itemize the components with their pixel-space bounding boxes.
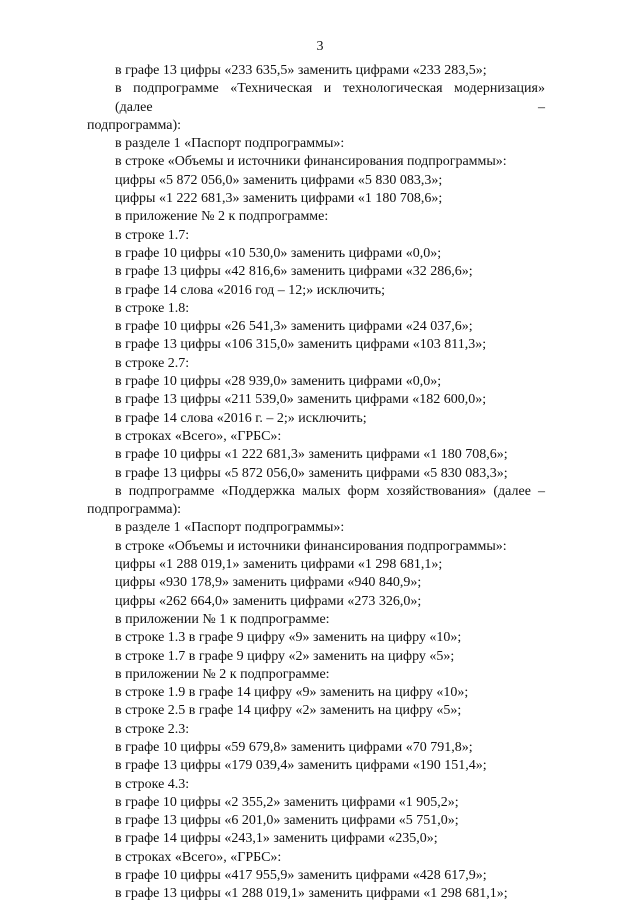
text-line: в графе 10 цифры «10 530,0» заменить цифрами «0,0»; xyxy=(115,245,442,261)
text-line: в графе 10 цифры «26 541,3» заменить цифрами «24 037,6»; xyxy=(115,319,473,335)
text-line: в графе 10 цифры «59 679,8» заменить цифрами «70 791,8»; xyxy=(115,739,473,755)
text-line: цифры «1 222 681,3» заменить цифрами «1 180 708,6»; xyxy=(115,191,443,207)
text-line: в строке 1.9 в графе 14 цифру «9» заменить на цифру «10»; xyxy=(115,685,469,701)
text-line: в строках «Всего», «ГРБС»: xyxy=(115,849,282,865)
text-line: в разделе 1 «Паспорт подпрограммы»: xyxy=(115,136,345,152)
text-line: в графе 13 цифры «106 315,0» заменить цифрами «103 811,3»; xyxy=(115,337,487,353)
text-line: в графе 10 цифры «1 222 681,3» заменить цифрами «1 180 708,6»; xyxy=(115,447,508,463)
text-line: в разделе 1 «Паспорт подпрограммы»: xyxy=(115,520,345,536)
text-line: в строке 4.3: xyxy=(115,776,190,792)
text-line: в подпрограмме «Техническая и технологическая модернизация» (далее – xyxy=(115,81,545,115)
text-line: в строке 2.7: xyxy=(115,355,190,371)
amendments-text xyxy=(87,62,545,904)
text-line: цифры «930 178,9» заменить цифрами «940 840,9»; xyxy=(115,575,422,591)
text-line: в графе 10 цифры «417 955,9» заменить цифрами «428 617,9»; xyxy=(115,868,487,884)
text-line: в графе 10 цифры «2 355,2» заменить цифрами «1 905,2»; xyxy=(115,794,459,810)
text-line: в графе 13 цифры «1 288 019,1» заменить цифрами «1 298 681,1»; xyxy=(115,886,508,902)
text-line: в строках «Всего», «ГРБС»: xyxy=(115,428,282,444)
text-line: в строке 2.5 в графе 14 цифру «2» заменить на цифру «5»; xyxy=(115,703,462,719)
text-line: в графе 10 цифры «28 939,0» заменить цифрами «0,0»; xyxy=(115,374,442,390)
text-line: в строке 1.8: xyxy=(115,300,190,316)
text-line: в графе 13 цифры «42 816,6» заменить цифрами «32 286,6»; xyxy=(115,264,473,280)
text-line: цифры «1 288 019,1» заменить цифрами «1 298 681,1»; xyxy=(115,557,443,573)
text-line: в подпрограмме «Поддержка малых форм хозяйствования» (далее – xyxy=(115,483,545,499)
text-line: в графе 14 слова «2016 г. – 2;» исключить; xyxy=(115,410,367,426)
text-line: подпрограмма): xyxy=(87,502,182,518)
text-line: в графе 13 цифры «6 201,0» заменить цифрами «5 751,0»; xyxy=(115,813,459,829)
text-line: в строке 2.3: xyxy=(115,721,190,737)
text-line: в приложении № 1 к подпрограмме: xyxy=(115,611,330,627)
text-line: в графе 14 цифры «243,1» заменить цифрами «235,0»; xyxy=(115,831,438,847)
text-line: в строке 1.7: xyxy=(115,227,190,243)
text-line: в приложение № 2 к подпрограмме: xyxy=(115,209,329,225)
text-line: цифры «5 872 056,0» заменить цифрами «5 830 083,3»; xyxy=(115,172,443,188)
page-number: 3 xyxy=(316,39,324,54)
text-line: цифры «262 664,0» заменить цифрами «273 326,0»; xyxy=(115,593,422,609)
text-line: в графе 13 цифры «5 872 056,0» заменить цифрами «5 830 083,3»; xyxy=(115,465,508,481)
text-line: в строке 1.7 в графе 9 цифру «2» заменить на цифру «5»; xyxy=(115,648,455,664)
text-line: подпрограмма): xyxy=(87,117,182,133)
text-line: в приложении № 2 к подпрограмме: xyxy=(115,666,330,682)
text-line: в графе 13 цифры «179 039,4» заменить цифрами «190 151,4»; xyxy=(115,758,487,774)
text-line: в графе 14 слова «2016 год – 12;» исключить; xyxy=(115,282,386,298)
text-line: в строке 1.3 в графе 9 цифру «9» заменить на цифру «10»; xyxy=(115,630,462,646)
text-line: в строке «Объемы и источники финансирования подпрограммы»: xyxy=(115,154,507,170)
text-line: в строке «Объемы и источники финансирования подпрограммы»: xyxy=(115,538,507,554)
text-line: в графе 13 цифры «211 539,0» заменить цифрами «182 600,0»; xyxy=(115,392,487,408)
text-line: в графе 13 цифры «233 635,5» заменить цифрами «233 283,5»; xyxy=(115,63,487,78)
